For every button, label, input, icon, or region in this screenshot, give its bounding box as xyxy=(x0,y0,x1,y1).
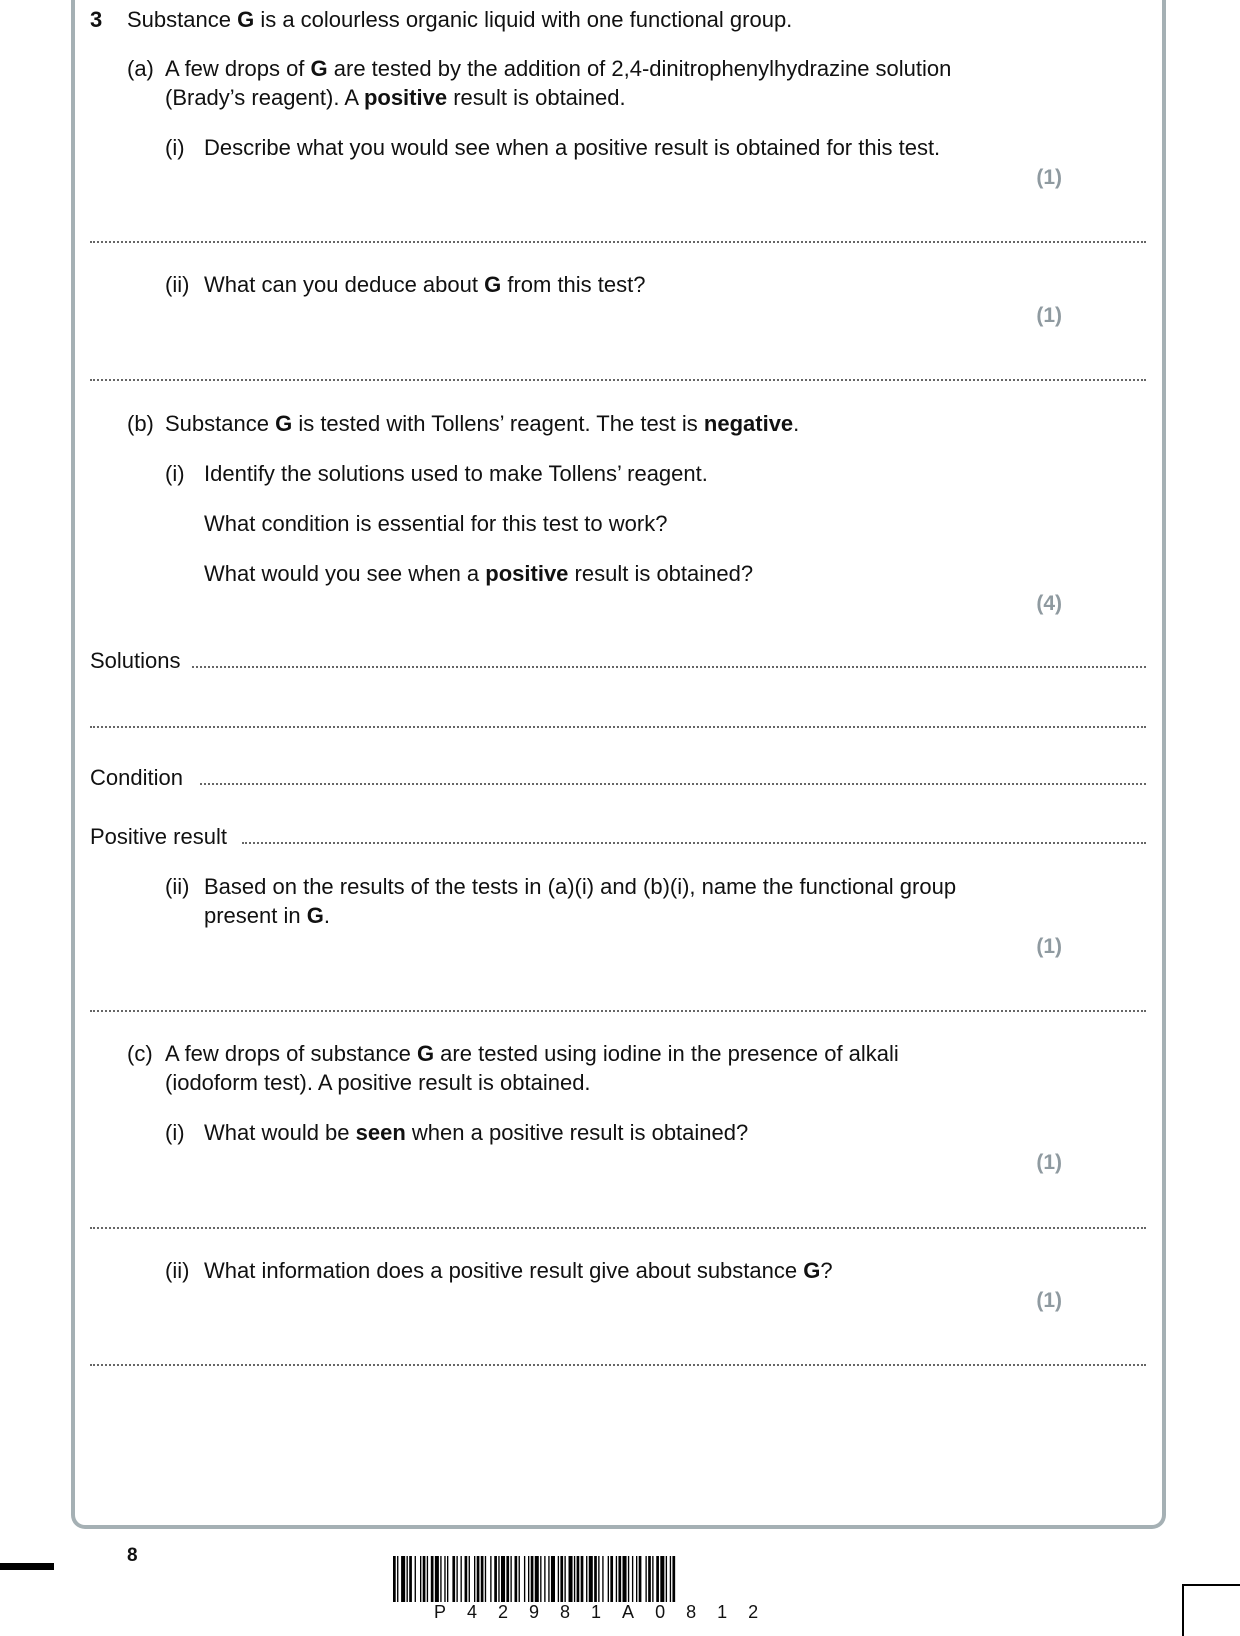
part-a-ii-label: (ii) xyxy=(165,272,190,297)
barcode-bar xyxy=(670,1556,671,1602)
barcode-bar xyxy=(586,1556,587,1602)
barcode-bar xyxy=(560,1556,563,1602)
barcode-bar xyxy=(528,1556,529,1602)
barcode-bar xyxy=(447,1556,448,1602)
solutions-answer-line-2[interactable] xyxy=(90,726,1146,728)
barcode-bar xyxy=(548,1556,549,1602)
answer-line-c-i[interactable] xyxy=(90,1227,1146,1229)
barcode-bar xyxy=(427,1556,428,1602)
barcode-bar xyxy=(485,1556,486,1602)
positive-result-label: Positive result xyxy=(90,824,227,849)
barcode-bar xyxy=(616,1556,617,1602)
question-frame xyxy=(71,0,1166,1529)
barcode-bar xyxy=(510,1556,511,1602)
barcode-bar xyxy=(623,1556,627,1602)
barcode-bar xyxy=(608,1556,609,1602)
barcode-bar xyxy=(465,1556,468,1602)
barcode-bar xyxy=(440,1556,441,1602)
part-b-label: (b) xyxy=(127,411,154,436)
part-c-ii-text: What information does a positive result give about substance G? xyxy=(204,1258,833,1283)
barcode-bar xyxy=(558,1556,559,1602)
barcode-bar xyxy=(540,1556,541,1602)
barcode-bar xyxy=(666,1556,667,1602)
barcode-bar xyxy=(407,1556,408,1602)
barcode-bar xyxy=(598,1556,599,1602)
barcode-bar xyxy=(656,1556,659,1602)
barcode-bar xyxy=(409,1556,412,1602)
part-c-i-label: (i) xyxy=(165,1120,185,1145)
barcode-bar xyxy=(393,1556,396,1602)
part-b-i-text1: Identify the solutions used to make Tollens’ reagent. xyxy=(204,461,708,486)
barcode-bar xyxy=(581,1556,584,1602)
part-b-ii-text-line1: Based on the results of the tests in (a)(i) and (b)(i), name the functional group xyxy=(204,874,957,899)
barcode-bar xyxy=(490,1556,491,1602)
barcode-bar xyxy=(420,1556,421,1602)
barcode xyxy=(393,1556,843,1602)
barcode-bar xyxy=(469,1556,470,1602)
barcode-bar xyxy=(506,1556,509,1602)
barcode-bar xyxy=(594,1556,597,1602)
barcode-bar xyxy=(652,1556,653,1602)
barcode-bar xyxy=(610,1556,613,1602)
barcode-bar xyxy=(535,1556,539,1602)
barcode-bar xyxy=(481,1556,484,1602)
part-a-text-line2: (Brady’s reagent). A positive result is obtained. xyxy=(165,85,626,110)
question-stem: Substance G is a colourless organic liquid with one functional group. xyxy=(127,7,793,32)
barcode-bar xyxy=(632,1556,633,1602)
part-a-i-text: Describe what you would see when a positive result is obtained for this test. xyxy=(204,135,941,160)
barcode-bar xyxy=(415,1556,416,1602)
barcode-bar xyxy=(648,1556,651,1602)
page-number: 8 xyxy=(127,1545,138,1566)
part-b-i-text2: What condition is essential for this test to work? xyxy=(204,511,668,536)
barcode-bar xyxy=(589,1556,593,1602)
part-b-ii-label: (ii) xyxy=(165,874,190,899)
part-b-ii-text-line2: present in G. xyxy=(204,903,330,928)
part-b-i-marks: (4) xyxy=(1036,592,1062,615)
part-b-text: Substance G is tested with Tollens’ reagent. The test is negative. xyxy=(165,411,800,436)
solutions-answer-line[interactable] xyxy=(192,666,1146,668)
barcode-bar xyxy=(577,1556,580,1602)
part-a-ii-marks: (1) xyxy=(1036,304,1062,327)
barcode-bar xyxy=(461,1556,462,1602)
barcode-bar xyxy=(660,1556,664,1602)
barcode-bar xyxy=(498,1556,499,1602)
part-a-text-line1: A few drops of G are tested by the addition of 2,4-dinitrophenylhydrazine solution xyxy=(165,56,952,81)
barcode-bar xyxy=(628,1556,629,1602)
barcode-bar xyxy=(544,1556,545,1602)
part-c-text-line1: A few drops of substance G are tested using iodine in the presence of alkali xyxy=(165,1041,899,1066)
part-a-i-marks: (1) xyxy=(1036,166,1062,189)
barcode-bar xyxy=(431,1556,434,1602)
answer-line-c-ii[interactable] xyxy=(90,1364,1146,1366)
part-b-i-text3: What would you see when a positive result is obtained? xyxy=(204,561,754,586)
solutions-label: Solutions xyxy=(90,648,181,673)
barcode-bar xyxy=(474,1556,475,1602)
barcode-bar xyxy=(551,1556,555,1602)
barcode-bar xyxy=(618,1556,621,1602)
part-c-text-line2: (iodoform test). A positive result is obtained. xyxy=(165,1070,591,1095)
barcode-bar xyxy=(501,1556,505,1602)
barcode-bar xyxy=(477,1556,480,1602)
condition-answer-line[interactable] xyxy=(200,783,1146,785)
part-b-i-label: (i) xyxy=(165,461,185,486)
barcode-bar xyxy=(524,1556,525,1602)
answer-line-a-ii[interactable] xyxy=(90,379,1146,381)
part-a-label: (a) xyxy=(127,56,154,81)
barcode-bar xyxy=(519,1556,520,1602)
corner-marker xyxy=(1182,1584,1240,1636)
part-c-ii-label: (ii) xyxy=(165,1258,190,1283)
barcode-bar xyxy=(564,1556,565,1602)
barcode-bar xyxy=(574,1556,575,1602)
barcode-bar xyxy=(672,1556,675,1602)
barcode-bar xyxy=(569,1556,573,1602)
barcode-bar xyxy=(636,1556,637,1602)
part-a-i-label: (i) xyxy=(165,135,185,160)
barcode-bar xyxy=(602,1556,603,1602)
barcode-bar xyxy=(639,1556,642,1602)
margin-marker xyxy=(0,1563,54,1570)
barcode-bar xyxy=(397,1556,398,1602)
part-b-ii-marks: (1) xyxy=(1036,935,1062,958)
barcode-bar xyxy=(515,1556,518,1602)
condition-label: Condition xyxy=(90,765,183,790)
barcode-bar xyxy=(401,1556,405,1602)
barcode-bar xyxy=(435,1556,439,1602)
barcode-text: P42981A0812 xyxy=(434,1602,780,1622)
barcode-bar xyxy=(531,1556,534,1602)
part-c-label: (c) xyxy=(127,1041,153,1066)
answer-line-b-ii[interactable] xyxy=(90,1010,1146,1012)
barcode-bar xyxy=(456,1556,457,1602)
part-c-i-marks: (1) xyxy=(1036,1151,1062,1174)
barcode-bar xyxy=(452,1556,455,1602)
answer-line-a-i[interactable] xyxy=(90,241,1146,243)
barcode-bar xyxy=(494,1556,497,1602)
barcode-bar xyxy=(444,1556,445,1602)
part-c-i-text: What would be seen when a positive result is obtained? xyxy=(204,1120,749,1145)
part-c-ii-marks: (1) xyxy=(1036,1289,1062,1312)
part-a-ii-text: What can you deduce about G from this test? xyxy=(204,272,646,297)
barcode-bar xyxy=(645,1556,646,1602)
barcode-bar xyxy=(423,1556,426,1602)
question-number: 3 xyxy=(90,7,103,32)
positive-result-answer-line[interactable] xyxy=(242,842,1146,844)
